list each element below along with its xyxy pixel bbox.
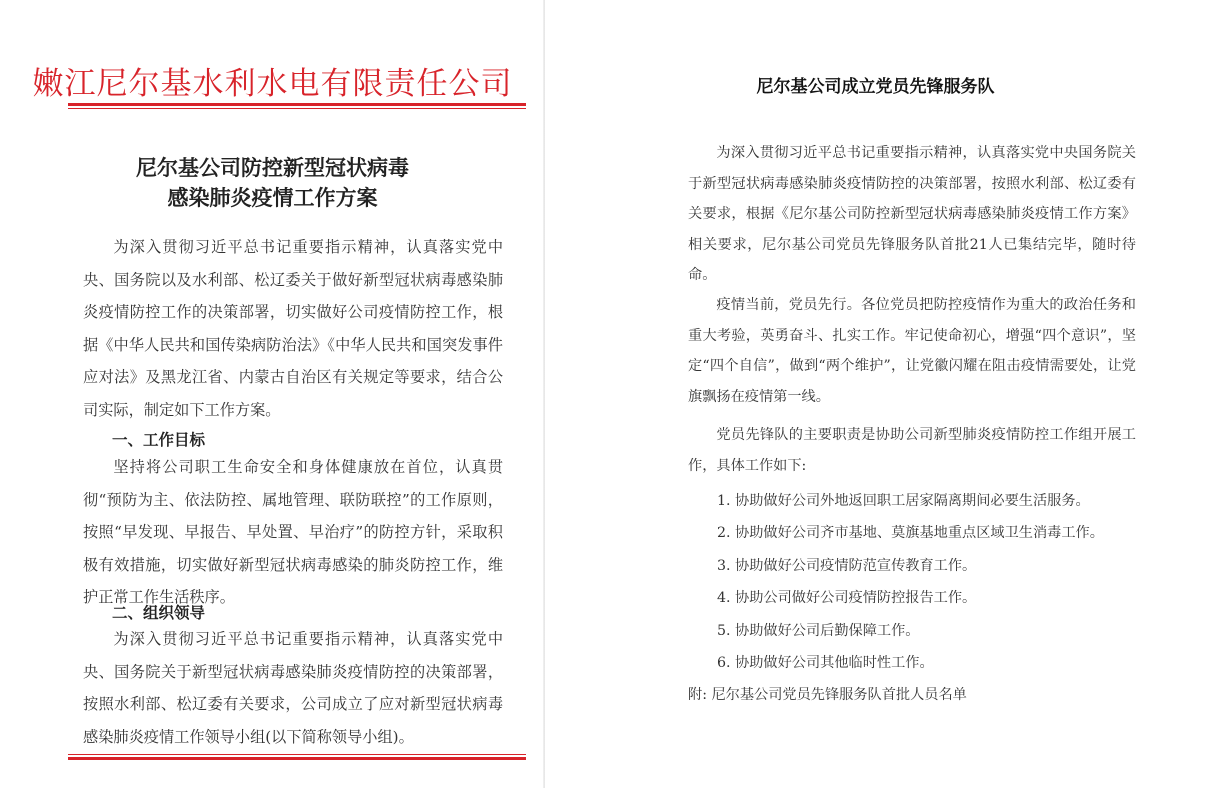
duty-list-item: 6. 协助做好公司其他临时性工作。: [717, 655, 934, 671]
notice-title: 尼尔基公司成立党员先锋服务队: [756, 77, 995, 97]
section1-paragraph: 坚持将公司职工生命安全和身体健康放在首位，认真贯彻“预防为主、依法防控、属地管理、联防联控”的工作原则，按照“早发现、早报告、早处置、早治疗”的防控方针，采取积极有效措施，切实做好新型冠状病毒感染的肺炎防控工作，维护正常工作生活秩序。: [83, 458, 503, 606]
letterhead-company-name: 嫩江尼尔基水利水电有限责任公司: [32, 66, 513, 102]
document-title-line1: 尼尔基公司防控新型冠状病毒: [136, 155, 409, 180]
letterhead-rule-thick: [68, 103, 526, 106]
section1-heading: 一、工作目标: [112, 430, 206, 449]
duty-list-item: 5. 协助做好公司后勤保障工作。: [717, 623, 920, 639]
page-divider: [543, 0, 545, 788]
duty-list-item: 3. 协助做好公司疫情防范宣传教育工作。: [717, 558, 977, 574]
footer-rule-thin: [68, 754, 526, 755]
intro-paragraph: 为深入贯彻习近平总书记重要指示精神，认真落实党中央、国务院以及水利部、松辽委关于做好新型冠状病毒感染肺炎疫情防控工作的决策部署，切实做好公司疫情防控工作，根据《中华人民共和国传染病防治法》《中华人民共和国突发事件应对法》及黑龙江省、内蒙古自治区有关规定等要求，结合公司实际，制定如下工作方案。: [83, 238, 503, 419]
notice-paragraph-2: 疫情当前，党员先行。各位党员把防控疫情作为重大的政治任务和重大考验，英勇奋斗、扎实工作。牢记使命初心，增强“四个意识”，坚定“四个自信”，做到“两个维护”，让党徽闪耀在阻击疫情需要处，让党旗飘扬在疫情第一线。: [688, 297, 1136, 405]
notice-paragraph-1: 为深入贯彻习近平总书记重要指示精神，认真落实党中央国务院关于新型冠状病毒感染肺炎疫情防控的决策部署，按照水利部、松辽委有关要求，根据《尼尔基公司防控新型冠状病毒感染肺炎疫情工作方案》相关要求，尼尔基公司党员先锋服务队首批21人已集结完毕，随时待命。: [688, 145, 1136, 283]
section2-heading: 二、组织领导: [112, 603, 206, 622]
notice-paragraph-3: 党员先锋队的主要职责是协助公司新型肺炎疫情防控工作组开展工作，具体工作如下:: [688, 427, 1136, 474]
attachment-note: 附: 尼尔基公司党员先锋服务队首批人员名单: [688, 687, 967, 703]
letterhead-rule-thin: [68, 108, 526, 109]
section2-paragraph: 为深入贯彻习近平总书记重要指示精神，认真落实党中央、国务院关于新型冠状病毒感染肺炎疫情防控的决策部署，按照水利部、松辽委有关要求，公司成立了应对新型冠状病毒感染肺炎疫情工作领导小组(以下简称领导小组)。: [83, 630, 503, 746]
footer-rule-thick: [68, 757, 526, 760]
duty-list-item: 2. 协助做好公司齐市基地、莫旗基地重点区域卫生消毒工作。: [717, 525, 1104, 541]
duty-list-item: 1. 协助做好公司外地返回职工居家隔离期间必要生活服务。: [717, 493, 1090, 509]
duty-list-item: 4. 协助公司做好公司疫情防控报告工作。: [717, 590, 977, 606]
document-title-line2: 感染肺炎疫情工作方案: [167, 185, 378, 210]
